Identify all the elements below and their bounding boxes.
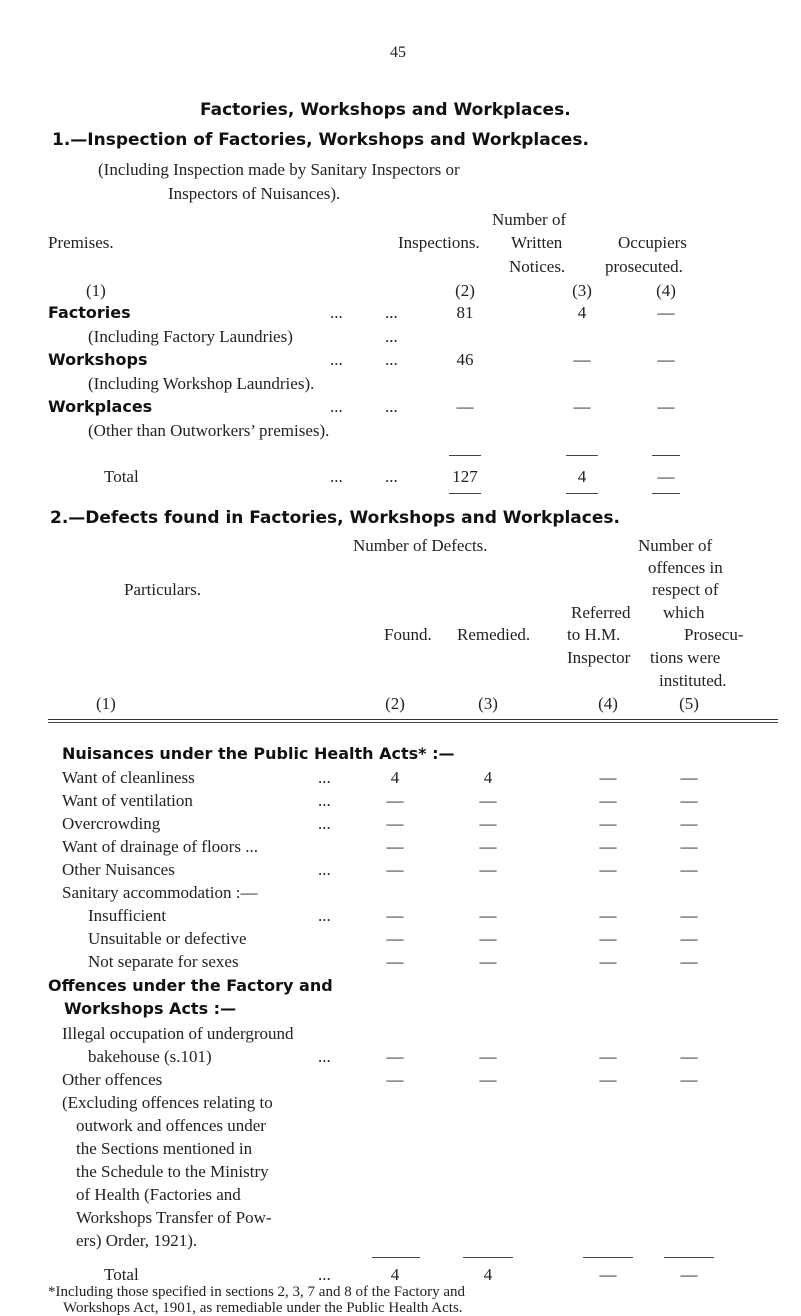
col-num-2: (2): [455, 281, 475, 300]
header-offences-l6: tions were: [650, 648, 721, 667]
workshops-prosecuted: —: [657, 350, 675, 369]
header-offences-l1: Number of: [638, 536, 713, 555]
defect-label: Want of ventilation: [62, 791, 193, 810]
defect-referred: —: [599, 768, 617, 787]
total-rule: [652, 455, 680, 456]
section1-total-label: Total: [104, 467, 139, 486]
dots: ...: [385, 350, 398, 369]
total-rule: [583, 1257, 633, 1258]
excluding-line: ers) Order, 1921).: [76, 1231, 198, 1250]
header-inspections: Inspections.: [398, 233, 480, 252]
defect-prosecutions: —: [680, 814, 698, 833]
dots: ...: [330, 397, 343, 416]
header-referred-l1: Referred: [571, 603, 631, 622]
dots: ...: [385, 467, 398, 486]
section2-heading: 2.—Defects found in Factories, Workshops and Workplaces.: [50, 508, 620, 528]
defect-remedied: —: [479, 791, 497, 810]
offences-heading-l1: Offences under the Factory and: [48, 976, 333, 995]
total-rule: [372, 1257, 420, 1258]
total-rule: [449, 455, 481, 456]
defect-label: Sanitary accommodation :—: [62, 883, 258, 902]
offence-referred: —: [599, 1070, 617, 1089]
total-rule: [566, 493, 598, 494]
defect-prosecutions: —: [680, 791, 698, 810]
offence-remedied: —: [479, 1047, 497, 1066]
workshops-notices: —: [573, 350, 591, 369]
header-offences-l3: respect of: [652, 580, 719, 599]
header-found: Found.: [384, 625, 432, 644]
workplaces-inspections: —: [456, 397, 474, 416]
s2-col-num-3: (3): [478, 694, 498, 713]
defect-prosecutions: —: [680, 860, 698, 879]
section1-subtitle-line1: (Including Inspection made by Sanitary Inspectors or: [98, 160, 460, 179]
header-written: Written: [511, 233, 563, 252]
dots: ...: [385, 327, 398, 346]
defect-referred: —: [599, 906, 617, 925]
excluding-line: of Health (Factories and: [76, 1185, 241, 1204]
col-num-3: (3): [572, 281, 592, 300]
offence-label: Other offences: [62, 1070, 163, 1089]
defect-label: Not separate for sexes: [88, 952, 239, 971]
defect-remedied: —: [479, 837, 497, 856]
excluding-line: the Schedule to the Ministry: [76, 1162, 269, 1181]
excluding-line: the Sections mentioned in: [76, 1139, 253, 1158]
total-remedied: 4: [483, 1265, 493, 1284]
factories-prosecuted: —: [657, 303, 675, 322]
defect-referred: —: [599, 837, 617, 856]
defect-referred: —: [599, 929, 617, 948]
header-number-of-defects: Number of Defects.: [353, 536, 488, 555]
factories-notices: 4: [577, 303, 587, 322]
defect-found: —: [386, 952, 404, 971]
s2-col-num-2: (2): [385, 694, 405, 713]
defect-prosecutions: —: [680, 952, 698, 971]
header-referred-l3: Inspector: [567, 648, 631, 667]
dots: ...: [330, 350, 343, 369]
total-found: 4: [390, 1265, 400, 1284]
main-title: Factories, Workshops and Workplaces.: [200, 100, 571, 120]
total-prosecuted: —: [657, 467, 675, 486]
defect-label: Overcrowding: [62, 814, 161, 833]
offence-label: Illegal occupation of underground: [62, 1024, 294, 1043]
dots: ...: [385, 397, 398, 416]
defect-referred: —: [599, 860, 617, 879]
dots: ...: [318, 1265, 331, 1284]
footnote-line1: *Including those specified in sections 2, 3, 7 and 8 of the Factory and: [48, 1284, 465, 1300]
total-rule: [652, 493, 680, 494]
defect-referred: —: [599, 814, 617, 833]
factories-note: (Including Factory Laundries): [88, 327, 293, 346]
row-factories-label: Factories: [48, 303, 131, 322]
defect-prosecutions: —: [680, 768, 698, 787]
defect-remedied: —: [479, 929, 497, 948]
dots: ...: [318, 814, 331, 833]
workplaces-prosecuted: —: [657, 397, 675, 416]
dots: ...: [385, 303, 398, 322]
header-notices: Notices.: [509, 257, 566, 276]
defect-prosecutions: —: [680, 837, 698, 856]
dots: ...: [318, 860, 331, 879]
defect-remedied: —: [479, 814, 497, 833]
col-num-4: (4): [656, 281, 676, 300]
workplaces-notices: —: [573, 397, 591, 416]
defect-remedied: 4: [483, 768, 493, 787]
defect-referred: —: [599, 791, 617, 810]
section1-subtitle-line2: Inspectors of Nuisances).: [168, 184, 341, 203]
defect-found: —: [386, 929, 404, 948]
header-number-of: Number of: [492, 210, 567, 229]
header-offences-l2: offences in: [648, 558, 723, 577]
total-referred: —: [599, 1265, 617, 1284]
defect-found: —: [386, 860, 404, 879]
header-offences-l4: which: [663, 603, 705, 622]
total-rule: [566, 455, 598, 456]
total-prosecutions: —: [680, 1265, 698, 1284]
offence-found: —: [386, 1047, 404, 1066]
defect-label: Unsuitable or defective: [88, 929, 247, 948]
footnote: [48, 1284, 465, 1316]
total-inspections: 127: [452, 467, 478, 486]
dots: ...: [330, 303, 343, 322]
s2-col-num-5: (5): [679, 694, 699, 713]
defect-remedied: —: [479, 952, 497, 971]
total-rule: [664, 1257, 714, 1258]
total-rule: [449, 493, 481, 494]
header-remedied: Remedied.: [457, 625, 531, 644]
defect-found: —: [386, 814, 404, 833]
defect-label: Want of cleanliness: [62, 768, 195, 787]
s2-col-num-1: (1): [96, 694, 116, 713]
dots: ...: [318, 906, 331, 925]
offence-found: —: [386, 1070, 404, 1089]
offence-referred: —: [599, 1047, 617, 1066]
offences-heading-l2: Workshops Acts :—: [64, 999, 237, 1018]
nuisances-heading: Nuisances under the Public Health Acts* :—: [62, 744, 455, 763]
dots: ...: [318, 1047, 331, 1066]
defect-found: 4: [390, 768, 400, 787]
header-premises: Premises.: [48, 233, 114, 252]
total-notices: 4: [577, 467, 587, 486]
defect-referred: —: [599, 952, 617, 971]
header-prosecuted: prosecuted.: [605, 257, 683, 276]
defect-remedied: —: [479, 860, 497, 879]
workplaces-note: (Other than Outworkers’ premises).: [88, 421, 330, 440]
offence-prosecutions: —: [680, 1047, 698, 1066]
footnote-line2: Workshops Act, 1901, as remediable under the Public Health Acts.: [63, 1300, 463, 1316]
row-workplaces-label: Workplaces: [48, 397, 153, 416]
section2-total-label: Total: [104, 1265, 139, 1284]
defect-label: Insufficient: [88, 906, 167, 925]
row-workshops-label: Workshops: [48, 350, 148, 369]
dots: ...: [318, 768, 331, 787]
total-rule: [463, 1257, 513, 1258]
defect-label: Want of drainage of floors ...: [62, 837, 258, 856]
page-number: 45: [390, 44, 406, 61]
section1-heading: 1.—Inspection of Factories, Workshops and Workplaces.: [52, 130, 589, 150]
s2-col-num-4: (4): [598, 694, 618, 713]
col-num-1: (1): [86, 281, 106, 300]
header-particulars: Particulars.: [124, 580, 201, 599]
offence-prosecutions: —: [680, 1070, 698, 1089]
workshops-note: (Including Workshop Laundries).: [88, 374, 315, 393]
header-offences-l7: instituted.: [659, 671, 727, 690]
header-occupiers: Occupiers: [618, 233, 687, 252]
excluding-line: outwork and offences under: [76, 1116, 266, 1135]
factories-inspections: 81: [456, 303, 474, 322]
offence-label: bakehouse (s.101): [88, 1047, 212, 1066]
header-rule: [48, 722, 778, 723]
defect-label: Other Nuisances: [62, 860, 175, 879]
dots: ...: [330, 467, 343, 486]
excluding-line: Workshops Transfer of Pow-: [76, 1208, 272, 1227]
dots: ...: [318, 791, 331, 810]
defect-found: —: [386, 837, 404, 856]
header-referred-l2: to H.M.: [567, 625, 621, 644]
defect-found: —: [386, 791, 404, 810]
excluding-line: (Excluding offences relating to: [62, 1093, 273, 1112]
defect-prosecutions: —: [680, 906, 698, 925]
offence-remedied: —: [479, 1070, 497, 1089]
header-rule: [48, 719, 778, 720]
header-offences-l5: Prosecu-: [684, 625, 744, 644]
defect-prosecutions: —: [680, 929, 698, 948]
workshops-inspections: 46: [456, 350, 474, 369]
defect-found: —: [386, 906, 404, 925]
defect-remedied: —: [479, 906, 497, 925]
